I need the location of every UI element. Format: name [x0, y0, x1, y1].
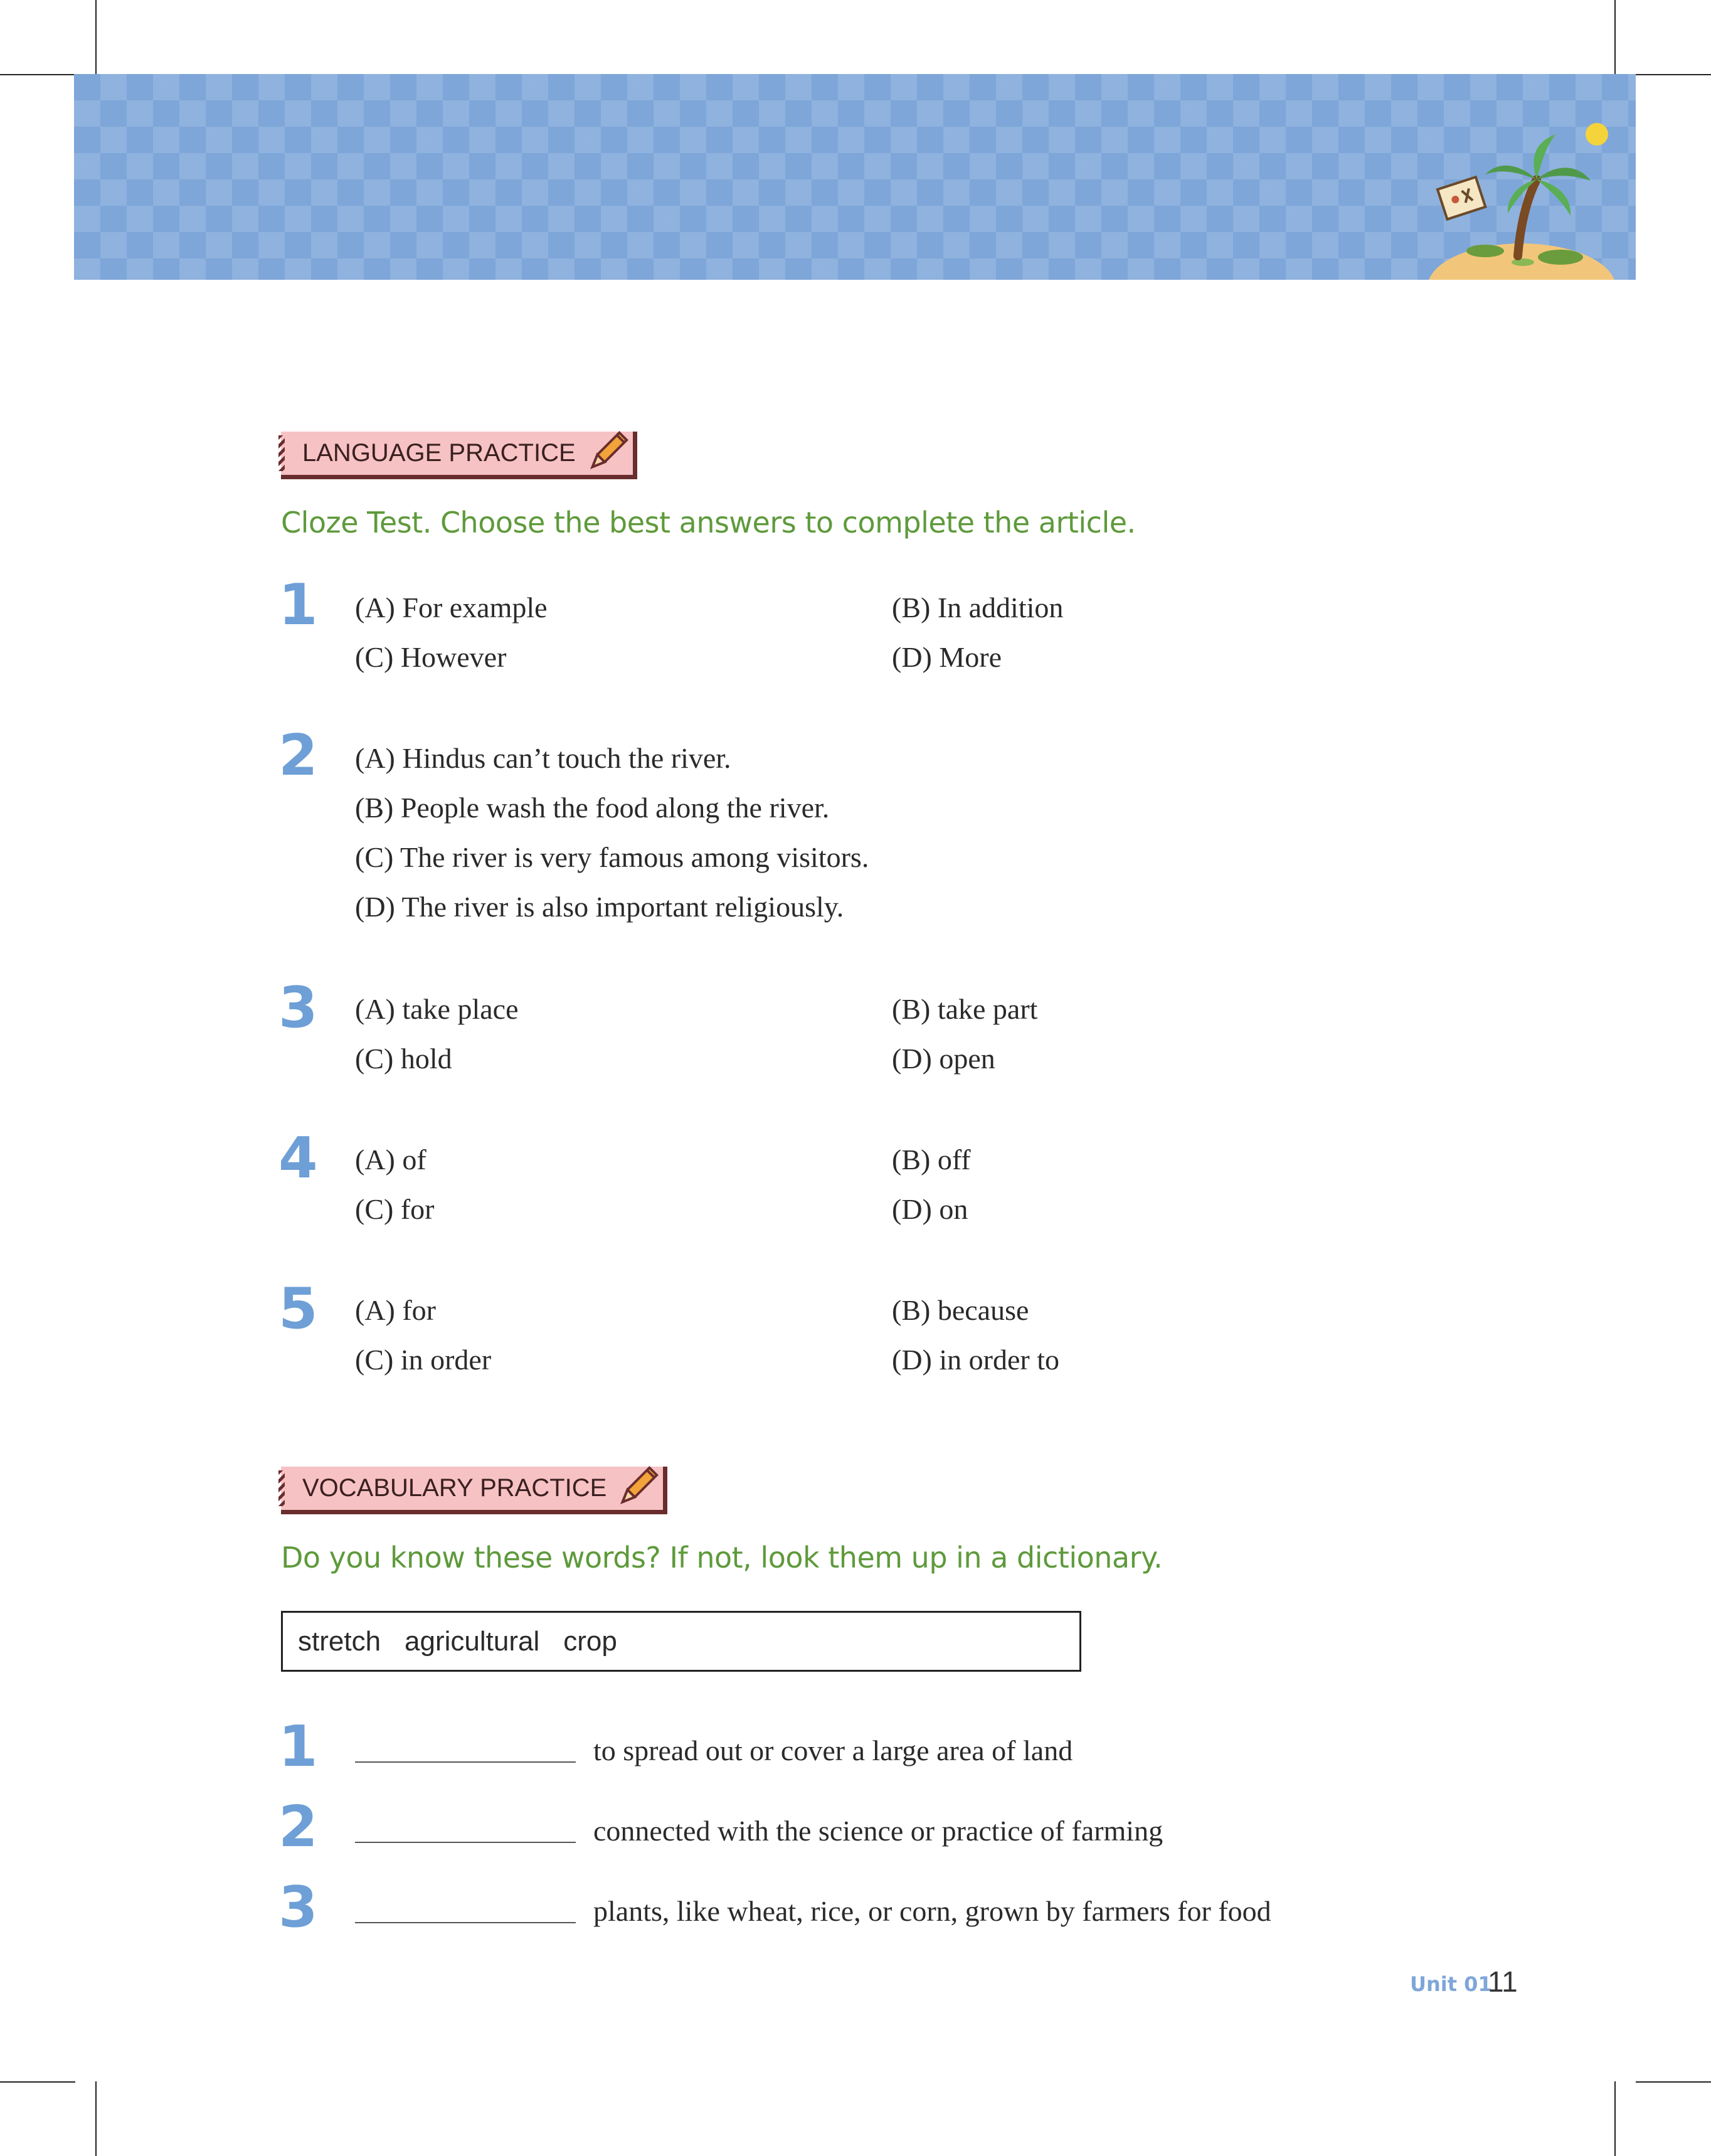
vocab-word: agricultural — [405, 1625, 540, 1657]
question-number: 1 — [278, 572, 318, 638]
word-box — [281, 1611, 1081, 1672]
option-a: (A) for — [355, 1294, 436, 1326]
option-b: (B) People wash the food along the river. — [355, 792, 830, 824]
option-b: (B) off — [892, 1144, 971, 1176]
unit-label: Unit 01 — [1410, 1972, 1492, 1996]
option-b: (B) In addition — [892, 592, 1064, 624]
question-number: 2 — [278, 723, 318, 789]
vocab-word: stretch — [298, 1625, 381, 1657]
option-b: (B) take part — [892, 993, 1038, 1025]
option-a: (A) take place — [355, 993, 519, 1025]
option-b: (B) because — [892, 1294, 1029, 1326]
crop-mark — [1636, 74, 1711, 75]
vocab-word: crop — [563, 1625, 617, 1657]
pencil-icon — [613, 1463, 662, 1512]
option-d: (D) More — [892, 641, 1002, 673]
item-number: 2 — [278, 1794, 318, 1860]
option-c: (C) for — [355, 1193, 435, 1225]
answer-blank[interactable] — [355, 1761, 576, 1763]
crop-mark — [95, 2081, 97, 2156]
option-c: (C) However — [355, 641, 507, 673]
question-number: 5 — [278, 1276, 318, 1342]
crop-mark — [1614, 2081, 1616, 2156]
crop-mark — [0, 74, 75, 75]
palm-island-icon — [1372, 74, 1636, 280]
option-c: (C) The river is very famous among visitors. — [355, 841, 869, 873]
vocabulary-instruction: Do you know these words? If not, look them up in a dictionary. — [281, 1541, 1163, 1575]
option-a: (A) Hindus can’t touch the river. — [355, 742, 731, 774]
option-c: (C) hold — [355, 1043, 452, 1075]
pencil-icon — [583, 428, 632, 477]
option-d: (D) open — [892, 1043, 995, 1075]
page-number: 11 — [1488, 1965, 1518, 1998]
item-number: 1 — [278, 1714, 318, 1780]
header-banner — [74, 74, 1636, 280]
definition: connected with the science or practice of farming — [593, 1815, 1163, 1847]
answer-blank[interactable] — [355, 1842, 576, 1843]
option-d: (D) The river is also important religiously. — [355, 891, 844, 923]
language-practice-tag — [281, 432, 637, 479]
question-number: 3 — [278, 975, 318, 1041]
question-number: 4 — [278, 1125, 318, 1191]
language-instruction: Cloze Test. Choose the best answers to complete the article. — [281, 506, 1136, 539]
crop-mark — [1614, 0, 1616, 75]
crop-mark — [95, 0, 97, 75]
option-d: (D) on — [892, 1193, 968, 1225]
tag-label: LANGUAGE PRACTICE — [302, 439, 576, 467]
treasure-map-icon — [1438, 177, 1485, 219]
option-a: (A) of — [355, 1144, 426, 1176]
item-number: 3 — [278, 1874, 318, 1940]
crop-mark — [1636, 2081, 1711, 2083]
option-d: (D) in order to — [892, 1344, 1059, 1376]
definition: to spread out or cover a large area of land — [593, 1734, 1073, 1766]
definition: plants, like wheat, rice, or corn, grown by farmers for food — [593, 1895, 1271, 1927]
vocabulary-practice-tag — [281, 1467, 667, 1514]
option-c: (C) in order — [355, 1344, 492, 1376]
option-a: (A) For example — [355, 592, 548, 624]
sun-icon — [1586, 123, 1608, 146]
crop-mark — [0, 2081, 75, 2083]
tag-label: VOCABULARY PRACTICE — [302, 1474, 607, 1502]
answer-blank[interactable] — [355, 1922, 576, 1923]
